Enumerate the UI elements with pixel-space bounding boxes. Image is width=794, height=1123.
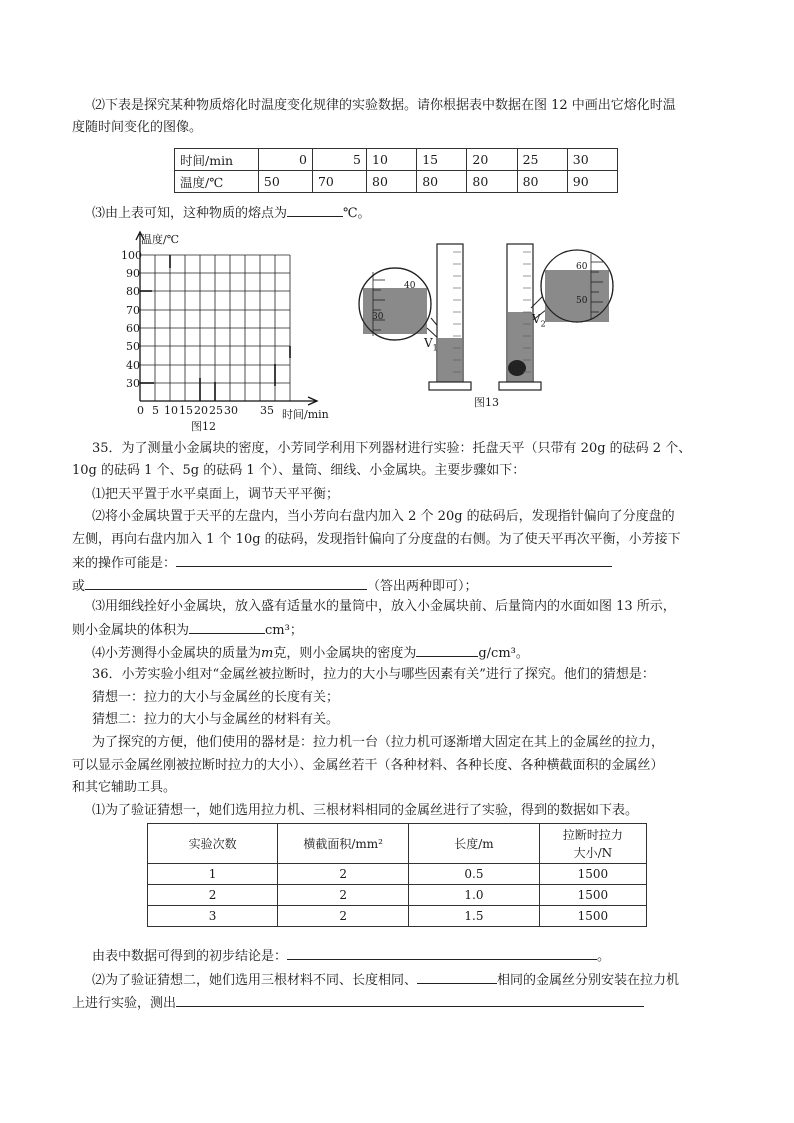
fig12-ytick: 50	[126, 340, 140, 353]
q36-part2-line1	[92, 970, 679, 990]
fig12-xlabel: 时间/min	[282, 408, 329, 421]
q35-step2-line3-text: 来的操作可能是：	[72, 556, 177, 571]
fig12-caption: 图12	[191, 420, 216, 433]
table-cell: 80	[517, 171, 567, 193]
q34-part3	[92, 203, 371, 223]
table-cell: 时间/min	[175, 149, 259, 171]
table-cell: 2	[148, 885, 278, 906]
q36-intro: 36．小芳实验小组对“金属丝被拉断时，拉力的大小与哪些因素有关”进行了探究。他们的猜想是：	[92, 667, 655, 682]
fig12-ytick: 60	[126, 322, 140, 335]
q36-conclusion-text: 由表中数据可得到的初步结论是：	[92, 949, 288, 964]
q36-conclusion-end: 。	[597, 949, 611, 964]
fig12-xtick: 0	[137, 404, 144, 417]
fig12-xtick: 30	[224, 404, 238, 417]
fig13-caption: 图13	[474, 396, 499, 409]
table-cell: 0	[258, 149, 312, 171]
table-cell: 50	[258, 171, 312, 193]
q35-step2-line1: ⑵将小金属块置于天平的左盘内，当小芳向右盘内加入 2 个 20g 的砝码后，发现指针偏向了分度盘的	[92, 509, 675, 524]
q35-step4	[92, 643, 529, 663]
table-cell: 15	[417, 149, 467, 171]
q36-conclusion	[92, 946, 610, 966]
fig12-ytick: 40	[126, 359, 140, 372]
fig12-ytick: 30	[126, 377, 140, 390]
q36-equip3: 和其它辅助工具。	[72, 780, 177, 795]
label-v1: $V_1$	[424, 336, 438, 353]
answer-blank[interactable]	[176, 553, 612, 567]
header-pull-force-2: 大小/N	[573, 845, 613, 860]
wire-data-table	[147, 823, 647, 927]
q36-guess1: 猜想一：拉力的大小与金属丝的长度有关；	[92, 690, 340, 705]
table-header-row	[148, 824, 647, 864]
q35-step2-line2: 左侧，再向右盘内加入 1 个 10g 的砝码，发现指针偏向了分度盘的右侧。为了使天平再次平衡，小芳接下	[72, 532, 681, 547]
q35-step4-mid: 克，则小金属块的密度为	[273, 646, 417, 661]
table-header-cell: 长度/m	[409, 824, 540, 864]
fig12-xtick: 5	[152, 404, 159, 417]
q35-step3-unit: cm³；	[265, 623, 303, 638]
fig12-xtick: 15	[179, 404, 193, 417]
fig12-xtick: 35	[260, 404, 274, 417]
fig12-xtick: 25	[209, 404, 223, 417]
q35-step4-m: m	[261, 646, 274, 661]
fig12-ylabel: 温度/℃	[141, 233, 180, 246]
table-cell: 5	[312, 149, 366, 171]
table-cell: 0.5	[409, 864, 540, 885]
answer-blank[interactable]	[287, 946, 597, 960]
table-header-cell: 实验次数	[148, 824, 278, 864]
header-pull-force-1: 拉断时拉力	[562, 827, 623, 842]
mag-left-lo: 30	[372, 312, 384, 322]
figure-13-cylinders	[355, 242, 645, 394]
table-cell: 10	[367, 149, 417, 171]
answer-blank[interactable]	[189, 620, 265, 634]
q35-step2-line3	[72, 553, 612, 573]
table-cell: 2	[278, 885, 409, 906]
q35-step3-line1: ⑶用细线拴好小金属块，放入盛有适量水的量筒中，放入小金属块前、后量筒内的水面如图 13 所示，	[92, 599, 676, 614]
mag-right-lo: 50	[576, 296, 588, 306]
fig12-xtick: 10	[164, 404, 178, 417]
q36-part1: ⑴为了验证猜想一，她们选用拉力机、三根材料相同的金属丝进行了实验，得到的数据如下表。	[92, 803, 639, 818]
answer-blank[interactable]	[85, 576, 367, 590]
table-cell: 70	[312, 171, 366, 193]
table-cell: 3	[148, 906, 278, 927]
q34-part2-line1: ⑵下表是探究某种物质熔化时温度变化规律的实验数据。请你根据表中数据在图 12 中画出它熔化时温	[92, 98, 676, 113]
table-cell: 80	[417, 171, 467, 193]
q36-part2-line2	[72, 993, 644, 1013]
q36-equip2: 可以显示金属丝刚被拉断时拉力的大小）、金属丝若干（各种材料、各种长度、各种横截面积的金属丝）	[72, 758, 664, 773]
q35-step3-text: 则小金属块的体积为	[72, 623, 190, 638]
table-cell: 1.0	[409, 885, 540, 906]
answer-blank[interactable]	[287, 203, 343, 217]
q34-part2-line2: 度随时间变化的图像。	[72, 120, 203, 135]
fig12-ytick: 80	[126, 285, 140, 298]
table-row	[175, 171, 618, 193]
table-cell: 温度/℃	[175, 171, 259, 193]
answer-blank[interactable]	[417, 970, 497, 984]
mag-left-hi: 40	[404, 281, 416, 291]
table-cell: 2	[278, 906, 409, 927]
q34-part3-text: ⑶由上表可知，这种物质的熔点为	[92, 206, 288, 221]
table-cell: 25	[517, 149, 567, 171]
q35-note: （答出两种即可）；	[367, 579, 478, 594]
table-header-cell: 横截面积/mm²	[278, 824, 409, 864]
table-row	[148, 885, 647, 906]
answer-blank[interactable]	[176, 993, 644, 1007]
fig12-ytick: 70	[126, 304, 140, 317]
q35-intro1: 35．为了测量小金属块的密度，小芳同学利用下列器材进行实验：托盘天平（只带有 20g 的砝码 2 个、	[92, 441, 692, 456]
q35-step1: ⑴把天平置于水平桌面上，调节天平平衡；	[92, 487, 340, 502]
table-cell: 80	[367, 171, 417, 193]
q35-or: 或	[72, 579, 86, 594]
table-cell: 20	[467, 149, 517, 171]
fig12-xtick: 20	[194, 404, 208, 417]
table-cell: 30	[567, 149, 617, 171]
figure-12-grid	[118, 228, 340, 428]
q35-intro2: 10g 的砝码 1 个、5g 的砝码 1 个）、量筒、细线、小金属块。主要步骤如下：	[72, 463, 526, 478]
melting-data-table	[174, 148, 618, 193]
table-cell: 1500	[539, 906, 646, 927]
q35-step2-line4	[72, 576, 478, 596]
q36-part2-text-post: 相同的金属丝分别安装在拉力机	[497, 973, 680, 988]
table-row	[148, 906, 647, 927]
q36-part2-text: ⑵为了验证猜想二，她们选用三根材料不同、长度相同、	[92, 973, 418, 988]
fig12-ytick: 100	[121, 249, 142, 262]
answer-blank[interactable]	[416, 643, 478, 657]
q36-equip1: 为了探究的方便，他们使用的器材是：拉力机一台（拉力机可逐渐增大固定在其上的金属丝的拉力，	[92, 735, 665, 750]
table-cell: 90	[567, 171, 617, 193]
table-cell: 1500	[539, 864, 646, 885]
fig12-ytick: 90	[126, 267, 140, 280]
label-v2: $V_2$	[532, 312, 546, 329]
table-header-cell	[539, 824, 646, 864]
table-cell: 1500	[539, 885, 646, 906]
table-row	[175, 149, 618, 171]
table-row	[148, 864, 647, 885]
mag-right-hi: 60	[576, 262, 588, 272]
table-cell: 2	[278, 864, 409, 885]
table-cell: 1	[148, 864, 278, 885]
q35-step4-unit: g/cm³。	[478, 646, 529, 661]
table-cell: 1.5	[409, 906, 540, 927]
q34-part3-unit: ℃。	[343, 206, 371, 221]
q35-step4-text: ⑷小芳测得小金属块的质量为	[92, 646, 262, 661]
table-cell: 80	[467, 171, 517, 193]
q36-guess2: 猜想二：拉力的大小与金属丝的材料有关。	[92, 712, 340, 727]
q36-part2-line2-text: 上进行实验，测出	[72, 996, 177, 1011]
q35-step3-line2	[72, 620, 303, 640]
